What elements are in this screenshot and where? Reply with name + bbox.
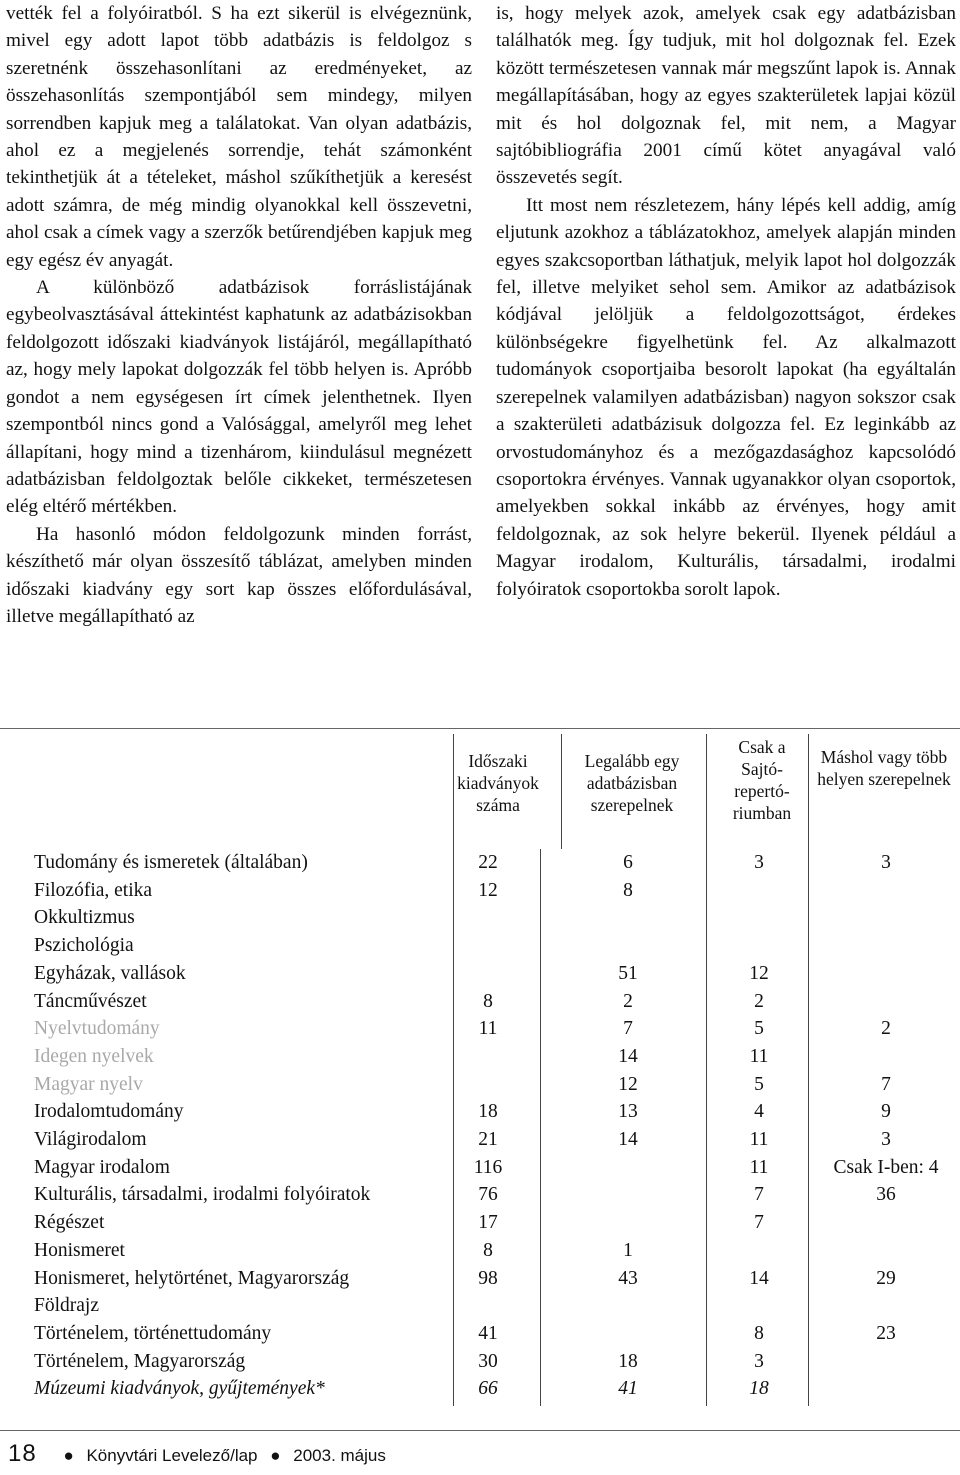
row-value-1: 18 <box>478 1101 498 1123</box>
table-row <box>0 1375 960 1403</box>
table-row <box>0 1237 960 1265</box>
row-value-1: 98 <box>478 1267 498 1289</box>
header-periodicals-count: Időszaki kiadványok száma <box>457 751 539 815</box>
row-label: Honismeret <box>34 1239 125 1261</box>
table-row <box>0 932 960 960</box>
table-row <box>0 1154 960 1182</box>
header-in-at-least-one-database: Legalább egy adatbázisban szerepelnek <box>584 751 680 815</box>
row-label: Múzeumi kiadványok, gyűjtemények* <box>34 1378 325 1400</box>
row-value-4: 9 <box>881 1101 891 1123</box>
row-value-3: 14 <box>749 1267 769 1289</box>
row-value-3: 11 <box>749 1156 769 1178</box>
row-value-2: 14 <box>618 1129 638 1150</box>
table-bottom-rule <box>0 1430 960 1431</box>
row-value-3: 11 <box>749 1045 769 1067</box>
issue-date: 2003. május <box>293 1446 386 1465</box>
row-value-2: 2 <box>623 990 633 1012</box>
row-value-3: 11 <box>749 1129 769 1150</box>
row-value-1: 11 <box>478 1018 498 1040</box>
right-paragraph-2: Itt most nem részletezem, hány lépés kell addig, amíg eljutunk azokhoz a táblázatokhoz, amelyek alapján minden egyes szakcsoportban láthatjuk, melyik lapot hol dolgozzák fel, illetve melyiket sehol sem. Amikor az adatbázisok kódjával jelöljük a feldolgozottságot, érdekes különbségekre figyelhetünk fel. Az alkalmazott tudományok csoportjaiba besorolt lapokat (ha egyáltalán szerepelnek valamilyen adatbázisban) nagyon sokszor csak a szakterületi adatbázisuk dolgozza fel. Ez leginkább az orvostudományhoz és a mezőgazdasághoz kapcsolódó csoportokra érvényes. Vannak ugyanakkor olyan csoportok, amelyekben sokkal inkább az érvényes, hogy amit feldolgoznak, az sok helyre bekerül. Ilyenek például a Magyar irodalom, Kulturális, társadalmi, irodalmi folyóiratok csoportokba sorolt lapok. <box>496 194 956 600</box>
left-paragraph-1: vették fel a folyóiratból. S ha ezt sikerül is elvégeznünk, mivel egy adott lapot több adatbázis is feldolgoz s szeretnénk összehasonlítani az eredményeket, az összehasonlítás szempontjából sem mindegy, milyen sorrendben kapjuk meg a találatokat. Van olyan adatbázis, ahol ez a megjelenés sorrendje, tehát számonként tekinthetjük át a tételeket, máshol szűkíthetjük a keresést adott számra, de még mindig olyanokkal kell összevetni, ahol csak a címek vagy a szerzők betűrendjében kapjuk meg egy egész év anyagát. <box>6 3 472 271</box>
bullet-icon: ● <box>63 1446 74 1465</box>
table-row <box>0 1181 960 1209</box>
row-value-2: 8 <box>623 879 633 901</box>
table-row <box>0 1043 960 1071</box>
table-row <box>0 1071 960 1099</box>
row-label: Kulturális, társadalmi, irodalmi folyóiratok <box>34 1184 371 1206</box>
row-value-3: 12 <box>749 962 769 984</box>
row-value-4: 23 <box>876 1322 896 1344</box>
row-value-4: 3 <box>881 852 891 873</box>
row-value-2: 7 <box>623 1018 633 1040</box>
table-row <box>0 1209 960 1237</box>
row-label: Irodalomtudomány <box>34 1101 184 1123</box>
row-value-1: 12 <box>478 879 498 901</box>
row-value-3: 18 <box>749 1378 769 1400</box>
row-value-2: 13 <box>618 1101 638 1123</box>
row-value-1: 17 <box>478 1212 498 1234</box>
row-value-1: 66 <box>478 1378 498 1400</box>
row-value-3: 5 <box>754 1073 764 1095</box>
row-value-1: 22 <box>478 852 498 873</box>
row-value-4: 3 <box>881 1129 891 1150</box>
row-value-4: 2 <box>881 1018 891 1040</box>
row-label: Történelem, történettudomány <box>34 1322 272 1344</box>
table-row <box>0 1320 960 1348</box>
row-value-2: 1 <box>623 1239 633 1261</box>
table-row <box>0 877 960 905</box>
table-row <box>0 1265 960 1293</box>
row-label: Földrajz <box>34 1295 99 1317</box>
header-elsewhere-or-multiple: Máshol vagy több helyen szerepelnek <box>817 747 951 789</box>
row-label: Magyar nyelv <box>34 1073 143 1095</box>
row-value-3: 8 <box>754 1322 764 1344</box>
table-divider <box>453 734 454 849</box>
row-value-4: 36 <box>876 1184 896 1206</box>
statistics-table <box>0 728 960 1430</box>
journal-name: Könyvtári Levelező/lap <box>86 1446 258 1465</box>
table-row <box>0 988 960 1016</box>
row-value-3: 3 <box>754 852 764 873</box>
row-value-2: 14 <box>618 1045 638 1067</box>
row-value-3: 4 <box>754 1101 764 1123</box>
row-value-1: 21 <box>478 1129 498 1150</box>
row-value-1: 76 <box>478 1184 498 1206</box>
row-value-2: 43 <box>618 1267 638 1289</box>
table-row <box>0 1292 960 1320</box>
row-value-1: 8 <box>483 1239 493 1261</box>
row-value-2: 18 <box>618 1350 638 1372</box>
row-label: Idegen nyelvek <box>34 1045 154 1067</box>
row-value-3: 7 <box>754 1212 764 1234</box>
right-text-column <box>496 0 956 603</box>
row-value-1: 8 <box>483 990 493 1012</box>
row-label: Okkultizmus <box>34 907 135 929</box>
row-value-2: 51 <box>618 962 638 984</box>
right-paragraph-1: is, hogy melyek azok, amelyek csak egy adatbázisban találhatók meg. Így tudjuk, mit hol dolgoznak fel. Ezek között természetesen vannak már megszűnt lapok is. Annak megállapításában, hogy az egyes szakterületek lapjai közül mit és hol dolgoznak fel, mit nem, a Magyar sajtóbibliográfia 2001 című kötet anyagával való összevetés segít. <box>496 3 956 189</box>
page-number: 18 <box>8 1440 37 1467</box>
row-value-3: 5 <box>754 1018 764 1040</box>
row-label: Honismeret, helytörténet, Magyarország <box>34 1267 350 1289</box>
table-row <box>0 904 960 932</box>
page-footer <box>8 1440 386 1470</box>
row-value-2: 12 <box>618 1073 638 1095</box>
row-label: Történelem, Magyarország <box>34 1350 246 1372</box>
bullet-icon: ● <box>270 1446 281 1465</box>
row-label: Táncművészet <box>34 990 147 1012</box>
row-value-3: 7 <box>754 1184 764 1206</box>
table-row <box>0 1126 960 1154</box>
row-value-1: 30 <box>478 1350 498 1372</box>
row-value-2: 41 <box>618 1378 638 1400</box>
row-label: Világirodalom <box>34 1129 147 1150</box>
row-label: Magyar irodalom <box>34 1156 170 1178</box>
row-label: Egyházak, vallások <box>34 962 186 984</box>
table-divider <box>561 734 562 849</box>
row-value-3: 3 <box>754 1350 764 1372</box>
left-paragraph-3: Ha hasonló módon feldolgozunk minden forrást, készíthető már olyan összesítő táblázat, amelyben minden időszaki kiadvány egy sort kap összes előfordulásával, illetve megállapítható az <box>6 523 472 627</box>
table-row <box>0 1348 960 1376</box>
header-only-in-repertory: Csak a Sajtó-repertó-riumban <box>732 737 792 823</box>
row-label: Pszichológia <box>34 935 134 957</box>
table-divider <box>706 734 707 849</box>
table-divider <box>808 734 809 849</box>
table-row <box>0 849 960 877</box>
row-value-4: 7 <box>881 1073 891 1095</box>
row-value-1: 41 <box>478 1322 498 1344</box>
row-label: Régészet <box>34 1212 105 1234</box>
left-text-column <box>6 0 472 630</box>
row-label: Nyelvtudomány <box>34 1018 160 1040</box>
row-value-4: Csak I-ben: 4 <box>833 1156 939 1178</box>
row-label: Tudomány és ismeretek (általában) <box>34 852 308 873</box>
table-row <box>0 1098 960 1126</box>
row-value-1: 116 <box>473 1156 503 1178</box>
row-value-4: 29 <box>876 1267 896 1289</box>
table-row <box>0 1015 960 1043</box>
left-paragraph-2: A különböző adatbázisok forráslistájának egybeolvasztásával áttekintést kaphatunk az adatbázisokban feldolgozott időszaki kiadványok listájáról, megállapítható az, hogy mely lapokat dolgozzák fel több helyen is. Apróbb gondot a nem egységesen írt címek jelenthetnek. Ilyen szempontból nincs gond a Valósággal, amelyről meg lehet állapítani, hogy mind a tizenhárom, kiindulásul megnézett adatbázisban feldolgoztak belőle cikkeket, természetesen elég eltérő mértékben. <box>6 277 472 518</box>
row-label: Filozófia, etika <box>34 879 153 901</box>
row-value-3: 2 <box>754 990 764 1012</box>
table-row <box>0 960 960 988</box>
row-value-2: 6 <box>623 852 633 873</box>
